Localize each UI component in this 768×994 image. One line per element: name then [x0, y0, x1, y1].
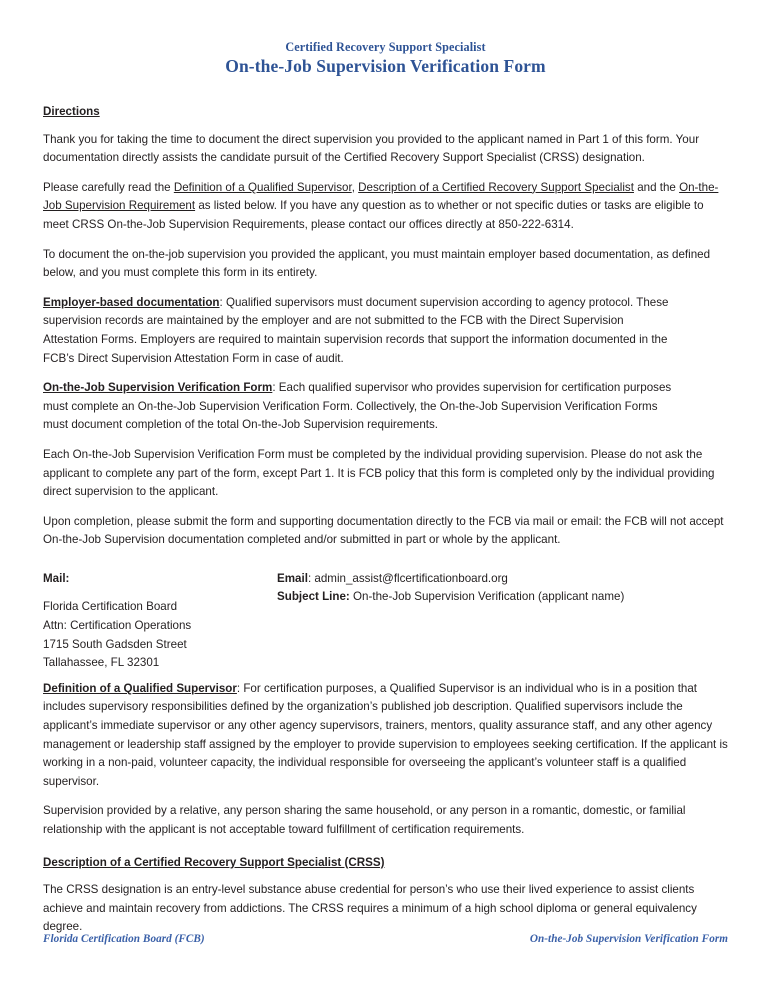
directions-p2-pre: Please carefully read the — [43, 180, 174, 194]
email-column — [277, 570, 727, 607]
qualified-supervisor-label: Definition of a Qualified Supervisor — [43, 681, 237, 695]
footer-left-text: Florida Certification Board (FCB) — [43, 933, 205, 945]
directions-paragraph-5: Upon completion, please submit the form and supporting documentation directly to the FCB via mail or email: the FCB will not accept On-the-Job Supervision documentation completed and/or submitted in part or whole by the applicant. — [43, 514, 724, 547]
address-line: Florida Certification Board — [43, 600, 178, 614]
directions-paragraph-4: Each On-the-Job Supervision Verification Form must be completed by the individual providing supervision. Please do not ask the applicant to complete any part of the form, except Part 1. It is FCB policy that this form is completed only by the individual providing direct supervision to the applicant. — [43, 447, 715, 499]
verification-form-text: : Each qualified supervisor who provides supervision for certification purposes must complete an On-the-Job Supervision Verification Form. Collectively, the On-the-Job Supervision Verification Forms must document completion of the total On-the-Job Supervision requirements. — [43, 381, 672, 432]
directions-paragraph-1: Thank you for taking the time to document the direct supervision you provided to the applicant named in Part 1 of this form. Your documentation directly assists the candidate pursuit of the Certified Recovery Support Specialist (CRSS) designation. — [43, 132, 700, 165]
qualified-supervisor-block — [43, 680, 728, 792]
employer-based-documentation-text: : Qualified supervisors must document supervision according to agency protocol. These supervision records are maintained by the employer and are not submitted to the FCB with the Direct Supervision Attestation Forms. Employers are required to maintain supervision records that support the information documented in the FCB’s Direct Supervision Attestation Form in case of audit. — [43, 295, 669, 365]
subject-line-label: Subject Line: — [277, 590, 350, 604]
subject-line-row — [277, 588, 727, 607]
page-footer — [43, 933, 728, 945]
crss-description-heading: Description of a Certified Recovery Support Specialist (CRSS) — [43, 855, 385, 869]
footer-right-text: On-the-Job Supervision Verification Form — [529, 933, 728, 945]
email-separator: : — [307, 571, 315, 585]
employer-based-documentation-label: Employer-based documentation — [43, 295, 220, 309]
email-row — [277, 570, 727, 589]
mail-label: Mail: — [43, 571, 70, 585]
address-line: Attn: Certification Operations — [43, 619, 192, 633]
address-line: Tallahassee, FL 32301 — [43, 656, 160, 670]
verification-form-label: On-the-Job Supervision Verification Form — [43, 381, 273, 395]
mail-column — [43, 570, 273, 673]
email-label: Email — [277, 571, 308, 585]
directions-p2-mid-2: and the — [633, 180, 680, 194]
employer-based-documentation-block — [43, 294, 673, 368]
link-description-crss[interactable]: Description of a Certified Recovery Support Specialist — [358, 180, 634, 194]
directions-paragraph-3: To document the on-the-job supervision you provided the applicant, you must maintain employer based documentation, as defined below, and you must complete this form in its entirety. — [43, 247, 711, 280]
contact-block — [43, 570, 728, 668]
directions-heading: Directions — [43, 105, 100, 118]
document-content — [43, 40, 728, 948]
directions-p2-post: as listed below. If you have any question as to whether or not specific duties or tasks are eligible to meet CRSS On-the-Job Supervision Requirements, please contact our offices directly at 850-222-6314. — [43, 199, 704, 231]
page-title: On-the-Job Supervision Verification Form — [225, 56, 546, 76]
document-title-block — [43, 40, 728, 77]
relative-supervision-paragraph: Supervision provided by a relative, any person sharing the same household, or any person in a romantic, domestic, or familial relationship with the applicant is not acceptable toward fulfillment of certification requirements. — [43, 804, 686, 837]
email-address-value[interactable]: admin_assist@flcertificationboard.org — [314, 571, 508, 585]
qualified-supervisor-text: : For certification purposes, a Qualified Supervisor is an individual who is in a position that includes supervisory responsibilities defined by the organization’s published job description. Qualified supervisors include the applicant’s immediate supervisor or any other agency supervisors, trainers, mentors, quality assurance staff, and any other agency management or leadership staff assigned by the employer to provide supervision to employees seeking certification. If the applicant is working in a non-paid, volunteer capacity, the individual responsible for overseeing the applicant’s volunteer staff is a qualified supervisor. — [43, 681, 728, 788]
credential-subtitle: Certified Recovery Support Specialist — [285, 40, 486, 54]
link-onthejob-supervision-requirement[interactable]: On-the-Job Supervision Requirement — [43, 180, 719, 213]
directions-p2-mid-1: , — [351, 180, 359, 194]
verification-form-block — [43, 379, 673, 435]
subject-line-value: On-the-Job Supervision Verification (applicant name) — [353, 590, 625, 604]
link-definition-qualified-supervisor[interactable]: Definition of a Qualified Supervisor — [173, 180, 352, 194]
address-line: 1715 South Gadsden Street — [43, 637, 187, 651]
directions-paragraph-2 — [43, 179, 728, 235]
crss-description-paragraph: The CRSS designation is an entry-level substance abuse credential for person’s who use their lived experience to assist clients achieve and maintain recovery from addictions. The CRSS requires a minimum of a high school diploma or general equivalency degree. — [43, 883, 697, 934]
